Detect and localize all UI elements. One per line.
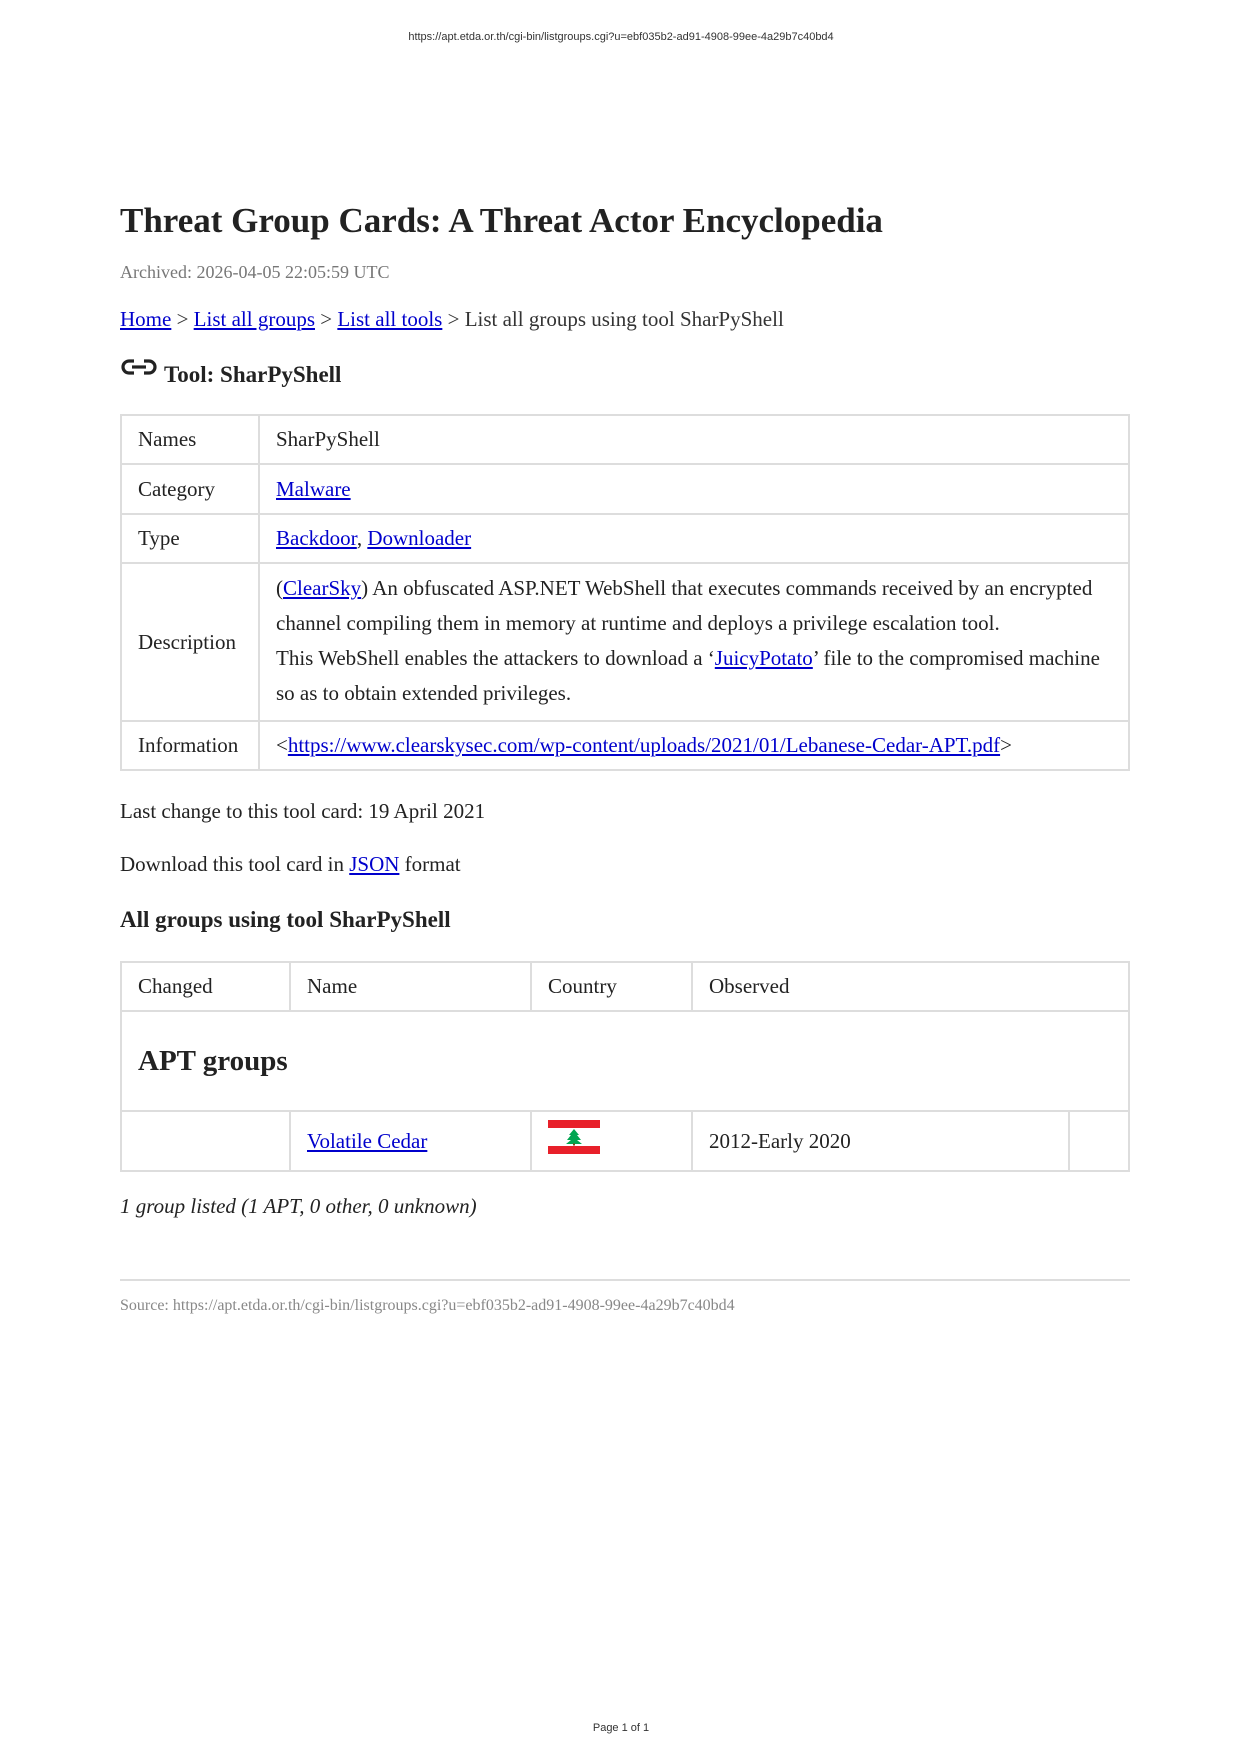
download-post: format (399, 852, 461, 876)
description-line1: ) An obfuscated ASP.NET WebShell that executes commands received by an encrypted channel compiling them in memory at runtime and deploys a privilege escalation tool. (276, 576, 1093, 635)
tool-heading-text: Tool: SharPyShell (164, 362, 342, 387)
type-separator: , (356, 526, 368, 550)
json-download-link[interactable]: JSON (349, 852, 400, 876)
table-row (121, 464, 1129, 514)
observed-cell: 2012-Early 2020 (692, 1111, 1069, 1171)
breadcrumb-list-groups-link[interactable]: List all groups (193, 307, 315, 331)
column-header-country: Country (531, 962, 692, 1011)
column-header-name: Name (290, 962, 531, 1011)
type-link-backdoor[interactable]: Backdoor (276, 526, 357, 550)
last-change-text: Last change to this tool card: 19 April 2021 (120, 799, 486, 823)
breadcrumb-separator: > (442, 307, 465, 331)
groups-heading: All groups using tool SharPyShell (120, 907, 451, 932)
type-link-downloader[interactable]: Downloader (367, 526, 472, 550)
source-url: Source: https://apt.etda.or.th/cgi-bin/listgroups.cgi?u=ebf035b2-ad91-4908-99ee-4a29b7c40bd4 (120, 1297, 735, 1314)
information-bracket-open: < (276, 733, 288, 757)
table-row (121, 415, 1129, 464)
information-bracket-close: > (1000, 733, 1012, 757)
breadcrumb-home-link[interactable]: Home (120, 307, 172, 331)
country-cell (531, 1111, 692, 1171)
table-row (121, 514, 1129, 563)
groups-summary: 1 group listed (1 APT, 0 other, 0 unknown) (120, 1194, 477, 1218)
category-label: Category (121, 464, 259, 514)
breadcrumb-list-tools-link[interactable]: List all tools (337, 307, 443, 331)
table-row (121, 721, 1129, 770)
breadcrumb-separator: > (315, 307, 338, 331)
page-content (120, 200, 1130, 1315)
groups-table (120, 961, 1130, 1172)
divider (120, 1279, 1130, 1281)
names-value: SharPyShell (259, 415, 1129, 464)
group-link-volatile-cedar[interactable]: Volatile Cedar (307, 1128, 428, 1153)
table-row (121, 563, 1129, 721)
table-row (121, 1111, 1129, 1171)
description-paren: ( (276, 576, 283, 600)
breadcrumb (120, 307, 1130, 332)
description-source-link[interactable]: ClearSky (283, 576, 362, 600)
groups-header-row (121, 962, 1129, 1011)
breadcrumb-separator: > (171, 307, 194, 331)
tool-info-table (120, 414, 1130, 771)
description-line2-post: ’ file to the compromised machine so as to obtain extended privileges. (276, 646, 1100, 705)
juicypotato-link[interactable]: JuicyPotato (714, 646, 813, 670)
names-label: Names (121, 415, 259, 464)
changed-cell (121, 1111, 290, 1171)
page-number: Page 1 of 1 (592, 1722, 650, 1734)
empty-cell (1069, 1111, 1129, 1171)
breadcrumb-current: List all groups using tool SharPyShell (464, 307, 784, 331)
section-row (121, 1011, 1129, 1111)
archived-timestamp: Archived: 2026-04-05 22:05:59 UTC (120, 262, 390, 282)
category-link[interactable]: Malware (276, 476, 351, 501)
tool-heading (120, 362, 1130, 388)
column-header-changed: Changed (121, 962, 290, 1011)
download-pre: Download this tool card in (120, 852, 350, 876)
apt-groups-section-title: APT groups (121, 1011, 1129, 1111)
link-icon (120, 356, 158, 382)
type-label: Type (121, 514, 259, 563)
information-link[interactable]: https://www.clearskysec.com/wp-content/uploads/2021/01/Lebanese-Cedar-APT.pdf (287, 733, 1001, 757)
lebanon-flag-icon (548, 1120, 600, 1154)
information-label: Information (121, 721, 259, 770)
information-cell (259, 721, 1129, 770)
download-text (120, 852, 1130, 877)
name-cell (290, 1111, 531, 1171)
column-header-observed: Observed (692, 962, 1129, 1011)
description-line2-pre: This WebShell enables the attackers to download a ‘ (276, 646, 715, 670)
description-label: Description (121, 563, 259, 721)
print-header-url: https://apt.etda.or.th/cgi-bin/listgroups.cgi?u=ebf035b2-ad91-4908-99ee-4a29b7c40bd4 (408, 31, 834, 43)
category-cell (259, 464, 1129, 514)
type-cell (259, 514, 1129, 563)
page-title: Threat Group Cards: A Threat Actor Encyclopedia (120, 201, 883, 240)
description-cell (259, 563, 1129, 721)
